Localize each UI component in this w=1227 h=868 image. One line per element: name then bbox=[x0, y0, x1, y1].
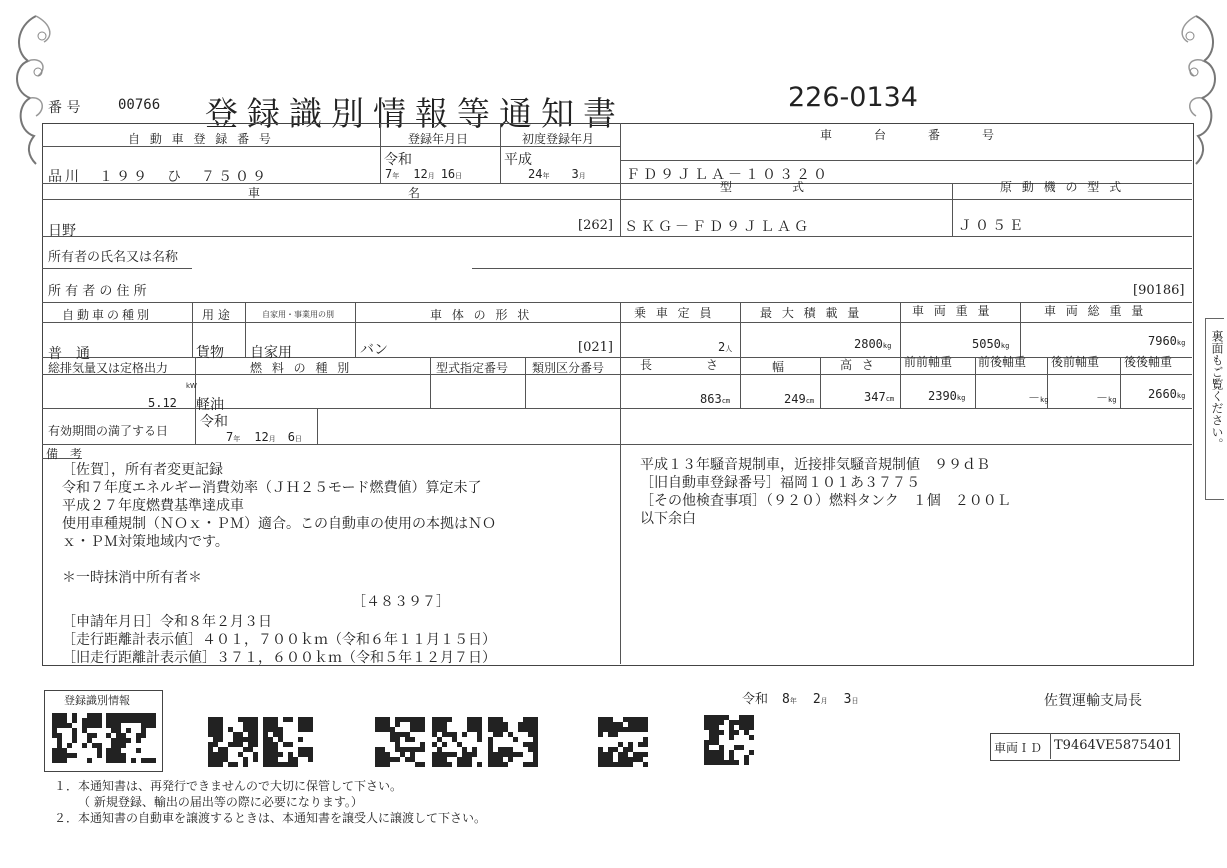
reg-era: 令和 bbox=[384, 152, 412, 168]
remarks-left-block bbox=[62, 461, 496, 667]
vehicle-id-label: 車両ＩＤ bbox=[994, 741, 1043, 755]
qr-code-icon bbox=[432, 717, 482, 767]
label-width: 幅 bbox=[772, 360, 785, 374]
ff-axle-value: 2390kg bbox=[928, 389, 966, 403]
remarks-right-block bbox=[640, 456, 1011, 528]
label-category-number: 類別区分番号 bbox=[532, 361, 605, 375]
label-reg-date: 登録年月日 bbox=[408, 132, 469, 146]
qr-code-icon bbox=[52, 713, 102, 763]
unit-kw: kW bbox=[186, 382, 197, 390]
model-value: ＳＫＧ－ＦＤ９ＪＬＡＧ bbox=[624, 219, 811, 235]
qr-code-icon bbox=[263, 717, 313, 767]
body-shape-value: バン bbox=[360, 342, 388, 358]
label-chassis: 車 台 番 号 bbox=[820, 128, 1001, 142]
label-usage-sub: 自家用・事業用の別 bbox=[262, 310, 334, 319]
remark-line: ［旧走行距離計表示値］３７１，６００ｋｍ（令和５年１２月７日） bbox=[62, 650, 496, 666]
displacement-value: 5.12 bbox=[148, 396, 177, 410]
footer-note: ２．本通知書の自動車を譲渡するときは、本通知書を譲受人に譲渡して下さい。 bbox=[54, 811, 487, 825]
remark-line: ［申請年月日］令和８年２月３日 bbox=[62, 614, 272, 630]
qr-code-icon bbox=[375, 717, 425, 767]
remark-line: 使用車種規制（ＮＯｘ・ＰＭ）適合。この自動車の使用の本拠はＮＯ bbox=[62, 516, 496, 532]
remark-line: 平成１３年騒音規制車，近接排気騒音規制値 ９９ｄＢ bbox=[640, 457, 990, 473]
footer-notes bbox=[54, 778, 486, 826]
vehicle-id-value: T9464VE5875401 bbox=[1054, 738, 1173, 753]
rf-axle-value: －kg bbox=[1096, 391, 1117, 405]
label-car-name-2: 名 bbox=[408, 186, 421, 200]
qr-code-icon bbox=[488, 717, 538, 767]
label-reg-number: 自 動 車 登 録 番 号 bbox=[128, 132, 274, 146]
label-usage: 用 途 bbox=[202, 308, 230, 322]
capacity-value: 2人 bbox=[718, 340, 733, 354]
footer-note: １．本通知書は、再発行できませんので大切に保管して下さい。 bbox=[54, 779, 403, 793]
qr-box-label: 登録識別情報 bbox=[64, 694, 130, 707]
remark-line: ［その他検査事項］（９２０）燃料タンク １個 ２００Ｌ bbox=[640, 493, 1011, 509]
label-type-designation: 型式指定番号 bbox=[436, 361, 509, 375]
body-shape-code: [021] bbox=[578, 340, 613, 355]
usage-value: 貨物 bbox=[196, 345, 224, 361]
label-first-reg: 初度登録年月 bbox=[522, 132, 595, 146]
label-car-name-1: 車 bbox=[248, 186, 261, 200]
car-name-code: [262] bbox=[578, 218, 613, 233]
expiry-era: 令和 bbox=[200, 414, 228, 430]
width-value: 249cm bbox=[784, 392, 815, 406]
usage-sub-value: 自家用 bbox=[250, 345, 292, 361]
remark-line: 以下余白 bbox=[640, 511, 696, 527]
remark-line: ［走行距離計表示値］４０１，７００ｋｍ（令和６年１１月１５日） bbox=[62, 632, 496, 648]
label-capacity: 乗 車 定 員 bbox=[634, 306, 715, 320]
max-load-value: 2800kg bbox=[854, 337, 892, 351]
remark-line: ［佐賀］，所有者変更記録 bbox=[62, 462, 223, 478]
fr-axle-value: －kg bbox=[1028, 391, 1049, 405]
label-vehicle-type: 自動車の種別 bbox=[62, 308, 153, 322]
label-owner-name: 所有者の氏名又は名称 bbox=[48, 250, 179, 265]
length-value: 863cm bbox=[700, 392, 731, 406]
qr-code-icon bbox=[106, 713, 156, 763]
label-length: 長 さ bbox=[640, 358, 729, 372]
label-rr-axle: 後後軸重 bbox=[1124, 355, 1173, 369]
label-fuel-type: 燃 料 の 種 別 bbox=[250, 361, 353, 375]
first-reg-value: 24年 3月 bbox=[528, 167, 586, 181]
remark-line: 平成２７年度燃費基準達成車 bbox=[62, 498, 244, 514]
issue-date: 令和 8年 2月 3日 bbox=[742, 692, 859, 707]
issuer: 佐賀運輸支局長 bbox=[1044, 693, 1142, 709]
remark-line: ［旧自動車登録番号］福岡１０１あ３７７５ bbox=[640, 475, 920, 491]
vehicle-weight-value: 5050kg bbox=[972, 337, 1010, 351]
car-name-value: 日野 bbox=[48, 223, 76, 239]
label-remarks: 備 考 bbox=[46, 447, 83, 461]
label-ff-axle: 前前軸重 bbox=[904, 355, 953, 369]
gross-weight-value: 7960kg bbox=[1148, 334, 1186, 348]
remark-line: 令和７年度エネルギー消費効率（ＪＨ２５モード燃費値）算定未了 bbox=[62, 480, 482, 496]
label-height: 高 さ bbox=[840, 358, 877, 372]
reference-code: 226-0134 bbox=[788, 82, 918, 113]
remark-line: ｘ・ＰＭ対策地域内です。 bbox=[62, 534, 229, 550]
label-model: 型 式 bbox=[720, 180, 811, 194]
label-body-shape: 車 体 の 形 状 bbox=[430, 308, 533, 322]
reg-number-value: 品川 １９９ ひ ７５０９ bbox=[48, 169, 269, 185]
number-label: 番 号 bbox=[48, 100, 81, 116]
reg-date-value: 7年 12月 16日 bbox=[385, 167, 463, 181]
document-title: 登録識別情報等通知書 bbox=[205, 94, 625, 133]
label-max-load: 最 大 積 載 量 bbox=[760, 306, 863, 320]
address-code: [90186] bbox=[1133, 283, 1185, 298]
label-owner-address: 所 有 者 の 住 所 bbox=[48, 284, 147, 299]
height-value: 347cm bbox=[864, 390, 895, 404]
rr-axle-value: 2660kg bbox=[1148, 387, 1186, 401]
chassis-number-value: ＦＤ９ＪＬＡ－１０３２０ bbox=[626, 167, 830, 183]
remark-line: ［４８３９７］ bbox=[352, 594, 450, 610]
engine-model-value: Ｊ０５Ｅ bbox=[958, 218, 1026, 234]
label-expiry: 有効期間の満了する日 bbox=[48, 424, 169, 438]
remark-line: ＊一時抹消中所有者＊ bbox=[62, 570, 202, 586]
qr-code-icon bbox=[598, 717, 648, 767]
vehicle-type-value: 普 通 bbox=[48, 346, 90, 362]
label-displacement: 総排気量又は定格出力 bbox=[48, 361, 169, 375]
footer-note: （ 新規登録、輸出の届出等の際に必要になります。） bbox=[78, 795, 363, 809]
fuel-value: 軽油 bbox=[196, 397, 224, 413]
label-vehicle-weight: 車 両 重 量 bbox=[912, 304, 993, 318]
number-value: 00766 bbox=[118, 97, 161, 113]
first-reg-era: 平成 bbox=[504, 152, 532, 168]
label-gross-weight: 車 両 総 重 量 bbox=[1044, 304, 1147, 318]
label-fr-axle: 前後軸重 bbox=[978, 355, 1027, 369]
expiry-date-value: 7年 12月 6日 bbox=[226, 430, 302, 444]
side-note: 裏面もご覧ください。 bbox=[1210, 330, 1224, 450]
qr-code-icon bbox=[208, 717, 258, 767]
label-rf-axle: 後前軸重 bbox=[1051, 355, 1100, 369]
qr-code-icon bbox=[704, 715, 754, 765]
label-engine-model: 原 動 機 の 型 式 bbox=[1000, 180, 1125, 194]
